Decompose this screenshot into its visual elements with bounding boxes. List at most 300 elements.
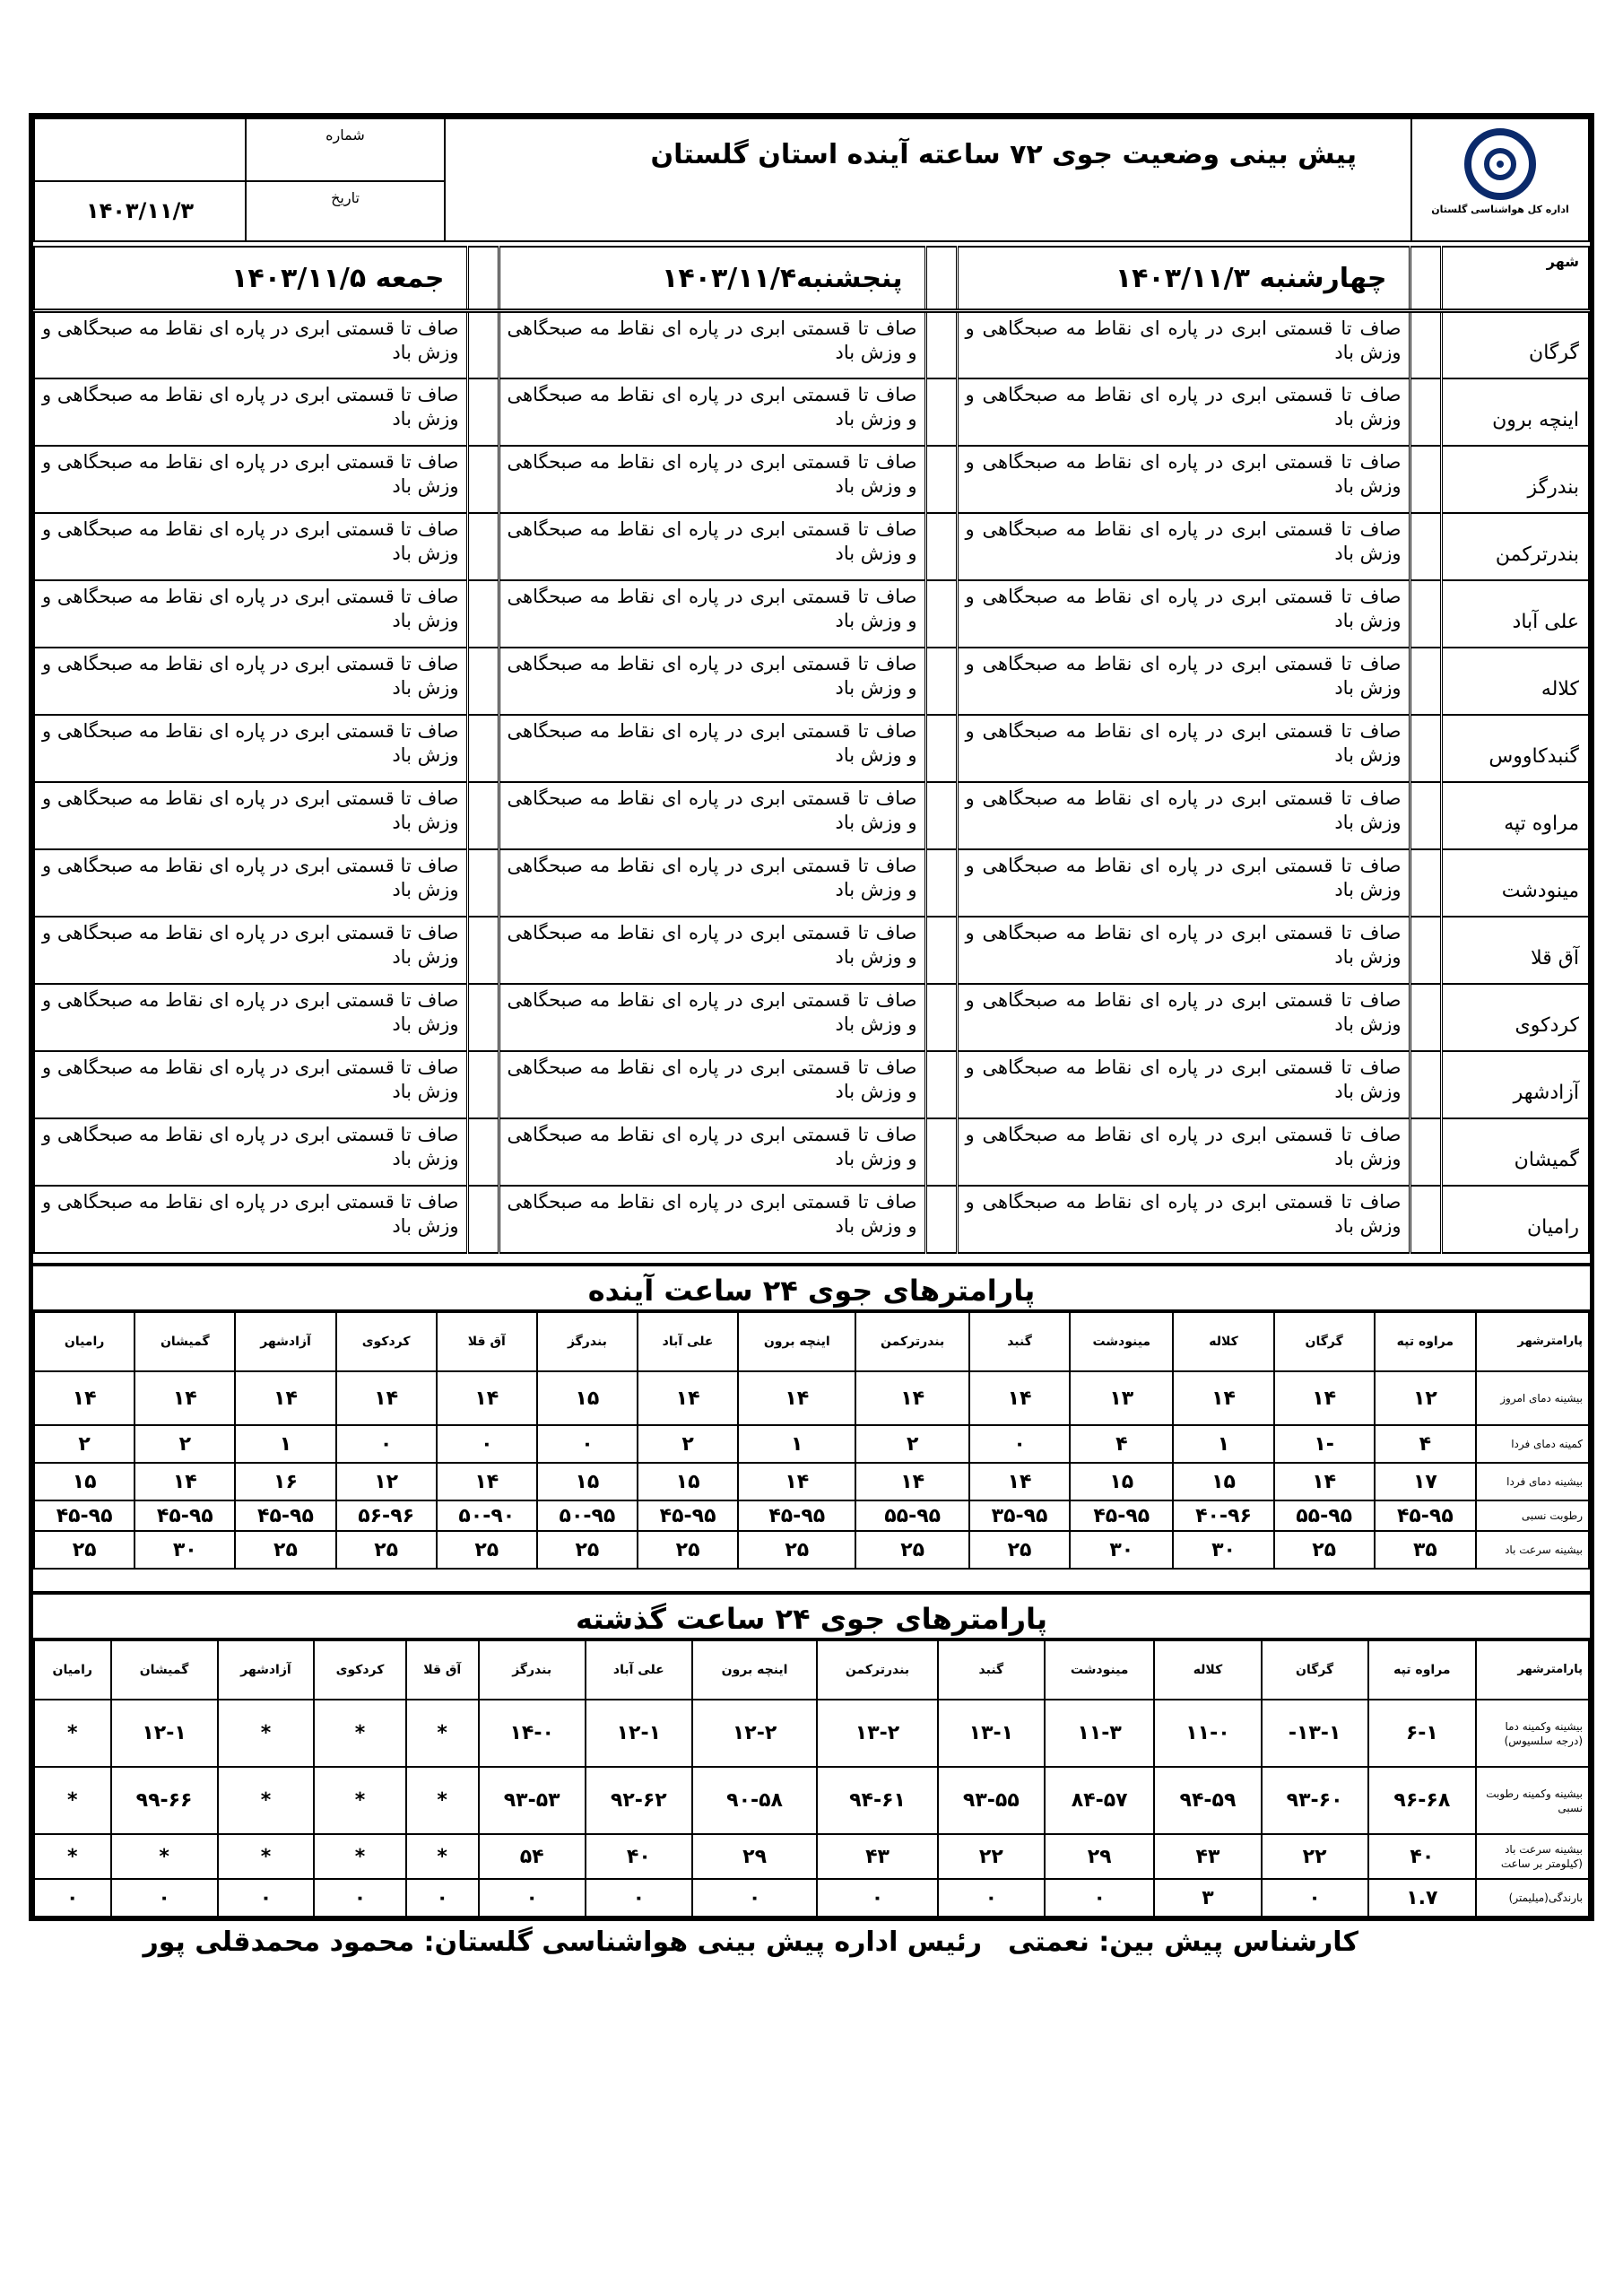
param-value: ۰ xyxy=(336,1425,437,1463)
param-city-header: کلاله xyxy=(1173,1312,1273,1371)
param-value: ۰ xyxy=(817,1879,938,1917)
title-cell xyxy=(445,118,1411,241)
forecast-day3-cell: صاف تا قسمتی ابری در پاره ای نقاط مه صبحگاهی و وزش باد xyxy=(34,513,467,580)
param-label: بیشینه وکمینه دما (درجه سلسیوس) xyxy=(1476,1700,1589,1767)
column-divider xyxy=(925,849,957,917)
forecast-day1-cell: صاف تا قسمتی ابری در پاره ای نقاط مه صبحگاهی و وزش باد xyxy=(957,580,1410,648)
forecast-day3-cell: صاف تا قسمتی ابری در پاره ای نقاط مه صبحگاهی و وزش باد xyxy=(34,917,467,984)
param-value: ۱۴ xyxy=(437,1371,537,1425)
forecast-rows xyxy=(34,311,1589,1253)
city-name: گنبدکاووس xyxy=(1441,715,1589,782)
column-divider xyxy=(467,849,499,917)
forecast-row xyxy=(34,917,1589,984)
param-label: بارندگی(میلیمتر) xyxy=(1476,1879,1589,1917)
param-value: ۱۴ xyxy=(738,1371,855,1425)
forecast-day3-cell: صاف تا قسمتی ابری در پاره ای نقاط مه صبحگاهی و وزش باد xyxy=(34,715,467,782)
meteorological-logo-icon xyxy=(1464,128,1536,200)
param-row xyxy=(34,1531,1589,1569)
org-name: اداره کل هواشناسی گلستان xyxy=(1431,204,1569,215)
day-header-3: جمعه ۱۴۰۳/۱۱/۵ xyxy=(34,247,467,311)
forecast-row xyxy=(34,378,1589,446)
param-value: ۴ xyxy=(1070,1425,1173,1463)
param-value: ۱۵ xyxy=(1173,1463,1273,1500)
param-value: ۲۵ xyxy=(537,1531,638,1569)
param-row xyxy=(34,1767,1589,1834)
param-city-header: رامیان xyxy=(34,1640,111,1700)
param-value: ۳۰ xyxy=(1070,1531,1173,1569)
date-label-cell xyxy=(246,181,445,241)
param-value: ۳۵ xyxy=(1375,1531,1476,1569)
column-divider xyxy=(467,513,499,580)
param-value: ۸۴-۵۷ xyxy=(1045,1767,1154,1834)
city-name: آزادشهر xyxy=(1441,1051,1589,1118)
param-value: ۱۴ xyxy=(855,1463,969,1500)
column-divider xyxy=(925,917,957,984)
param-label: بیشینه وکمینه رطوبت نسبی xyxy=(1476,1767,1589,1834)
param-value: ۲۵ xyxy=(638,1531,738,1569)
forecast-day3-cell: صاف تا قسمتی ابری در پاره ای نقاط مه صبحگاهی و وزش باد xyxy=(34,446,467,513)
column-divider xyxy=(925,513,957,580)
header-table xyxy=(33,117,1590,242)
param-value: * xyxy=(34,1834,111,1879)
param-value: ۰ xyxy=(1045,1879,1154,1917)
column-divider xyxy=(467,446,499,513)
param-city-header: گمیشان xyxy=(135,1312,235,1371)
param-value: -۱ xyxy=(1274,1425,1375,1463)
forecast-row xyxy=(34,715,1589,782)
param-value: ۹۴-۶۱ xyxy=(817,1767,938,1834)
param-city-header: بندرترکمن xyxy=(817,1640,938,1700)
param-value: ۴۰ xyxy=(1368,1834,1476,1879)
city-name: کلاله xyxy=(1441,648,1589,715)
param-city-header: آزادشهر xyxy=(218,1640,315,1700)
city-name: بندرترکمن xyxy=(1441,513,1589,580)
column-divider xyxy=(467,984,499,1051)
param-corner-header: پارامترشهر xyxy=(1476,1312,1589,1371)
forecast-row xyxy=(34,580,1589,648)
column-divider xyxy=(1410,446,1441,513)
param-value: ۱۴ xyxy=(135,1463,235,1500)
column-divider xyxy=(925,715,957,782)
forecast-day2-cell: صاف تا قسمتی ابری در پاره ای نقاط مه صبحگاهی و وزش باد xyxy=(499,446,925,513)
column-divider xyxy=(925,311,957,378)
param-city-header: کردکوی xyxy=(336,1312,437,1371)
forecast-day1-cell: صاف تا قسمتی ابری در پاره ای نقاط مه صبحگاهی و وزش باد xyxy=(957,648,1410,715)
param-value: * xyxy=(406,1700,479,1767)
param-value: ۱۷ xyxy=(1375,1463,1476,1500)
param-value: ۱۴ xyxy=(437,1463,537,1500)
column-divider xyxy=(1410,715,1441,782)
param-city-header: علی آباد xyxy=(638,1312,738,1371)
param-city-header: گنبد xyxy=(938,1640,1045,1700)
param-row xyxy=(34,1879,1589,1917)
day-header-1: چهارشنبه ۱۴۰۳/۱۱/۳ xyxy=(957,247,1410,311)
param-value: ۱۶ xyxy=(235,1463,335,1500)
column-divider xyxy=(467,917,499,984)
forecast-day3-cell: صاف تا قسمتی ابری در پاره ای نقاط مه صبحگاهی و وزش باد xyxy=(34,849,467,917)
forecast-row xyxy=(34,984,1589,1051)
date-label: تاریخ xyxy=(331,188,360,206)
param-value: ۴۵-۹۵ xyxy=(638,1500,738,1531)
column-divider xyxy=(925,580,957,648)
param-value: ۵۰-۹۵ xyxy=(537,1500,638,1531)
forecast-day2-cell: صاف تا قسمتی ابری در پاره ای نقاط مه صبحگاهی و وزش باد xyxy=(499,984,925,1051)
param-value: * xyxy=(111,1834,218,1879)
param-value: ۵۶-۹۶ xyxy=(336,1500,437,1531)
forecast-row xyxy=(34,648,1589,715)
past24-table xyxy=(33,1639,1590,1918)
param-value: ۱ xyxy=(1173,1425,1273,1463)
city-name: مینودشت xyxy=(1441,849,1589,917)
param-row xyxy=(34,1371,1589,1425)
param-row xyxy=(34,1834,1589,1879)
param-value: ۱۲ xyxy=(336,1463,437,1500)
param-city-header: مراوه تپه xyxy=(1368,1640,1476,1700)
param-value: ۱۴ xyxy=(1274,1371,1375,1425)
param-value: ۲ xyxy=(34,1425,135,1463)
param-value: * xyxy=(218,1767,315,1834)
param-value: ۴۵-۹۵ xyxy=(135,1500,235,1531)
forecast-sheet xyxy=(29,113,1594,1921)
column-divider xyxy=(1410,580,1441,648)
param-value: ۳۰ xyxy=(1173,1531,1273,1569)
param-label: بیشینه دمای امروز xyxy=(1476,1371,1589,1425)
param-value: ۱.۷ xyxy=(1368,1879,1476,1917)
column-divider xyxy=(467,1051,499,1118)
forecaster-name: کارشناس پیش بین: نعمتی xyxy=(1007,1926,1358,1958)
column-divider xyxy=(467,1186,499,1253)
param-value: ۰ xyxy=(969,1425,1070,1463)
param-value: ۱۴ xyxy=(738,1463,855,1500)
city-name: گرگان xyxy=(1441,311,1589,378)
forecast-day2-cell: صاف تا قسمتی ابری در پاره ای نقاط مه صبحگاهی و وزش باد xyxy=(499,917,925,984)
param-row xyxy=(34,1700,1589,1767)
param-value: ۰ xyxy=(218,1879,315,1917)
param-value: ۴۳ xyxy=(1154,1834,1261,1879)
forecast-row xyxy=(34,782,1589,849)
column-divider xyxy=(1410,984,1441,1051)
city-name: رامیان xyxy=(1441,1186,1589,1253)
param-value: ۵۵-۹۵ xyxy=(855,1500,969,1531)
forecast-day2-cell: صاف تا قسمتی ابری در پاره ای نقاط مه صبحگاهی و وزش باد xyxy=(499,849,925,917)
param-corner-header: پارامترشهر xyxy=(1476,1640,1589,1700)
param-value: ۴۰ xyxy=(586,1834,692,1879)
param-value: ۲۵ xyxy=(235,1531,335,1569)
forecast-day2-cell: صاف تا قسمتی ابری در پاره ای نقاط مه صبحگاهی و وزش باد xyxy=(499,1186,925,1253)
forecast-day1-cell: صاف تا قسمتی ابری در پاره ای نقاط مه صبحگاهی و وزش باد xyxy=(957,311,1410,378)
param-city-header: اینچه برون xyxy=(738,1312,855,1371)
param-value: ۵۵-۹۵ xyxy=(1274,1500,1375,1531)
param-label: بیشینه سرعت باد xyxy=(1476,1531,1589,1569)
forecast-day2-cell: صاف تا قسمتی ابری در پاره ای نقاط مه صبحگاهی و وزش باد xyxy=(499,1118,925,1186)
param-value: ۱۴ xyxy=(969,1371,1070,1425)
param-row xyxy=(34,1463,1589,1500)
param-value: ۰ xyxy=(406,1879,479,1917)
param-city-header: علی آباد xyxy=(586,1640,692,1700)
forecast-day1-cell: صاف تا قسمتی ابری در پاره ای نقاط مه صبحگاهی و وزش باد xyxy=(957,782,1410,849)
param-value: * xyxy=(34,1767,111,1834)
param-value: ۹۳-۶۰ xyxy=(1262,1767,1368,1834)
param-value: ۲۵ xyxy=(437,1531,537,1569)
param-city-header: آق قلا xyxy=(437,1312,537,1371)
forecast-day3-cell: صاف تا قسمتی ابری در پاره ای نقاط مه صبحگاهی و وزش باد xyxy=(34,1118,467,1186)
param-value: ۱۴ xyxy=(1274,1463,1375,1500)
param-value: * xyxy=(218,1700,315,1767)
param-value: ۵۰-۹۰ xyxy=(437,1500,537,1531)
param-value: ۲ xyxy=(135,1425,235,1463)
column-divider xyxy=(1410,1118,1441,1186)
param-value: * xyxy=(314,1834,406,1879)
param-value: ۴۵-۹۵ xyxy=(34,1500,135,1531)
param-value: ۲۲ xyxy=(1262,1834,1368,1879)
forecast-day3-cell: صاف تا قسمتی ابری در پاره ای نقاط مه صبحگاهی و وزش باد xyxy=(34,782,467,849)
forecast-day2-cell: صاف تا قسمتی ابری در پاره ای نقاط مه صبحگاهی و وزش باد xyxy=(499,1051,925,1118)
param-value: ۹۶-۶۸ xyxy=(1368,1767,1476,1834)
forecast-day3-cell: صاف تا قسمتی ابری در پاره ای نقاط مه صبحگاهی و وزش باد xyxy=(34,1051,467,1118)
param-header-row xyxy=(34,1640,1589,1700)
param-value: ۵۴ xyxy=(479,1834,586,1879)
param-value: ۱۴ xyxy=(969,1463,1070,1500)
param-label: کمینه دمای فردا xyxy=(1476,1425,1589,1463)
param-value: ۱۵ xyxy=(638,1463,738,1500)
param-value: ۱۵ xyxy=(34,1463,135,1500)
logo-cell xyxy=(1411,118,1589,241)
param-value: ۱ xyxy=(235,1425,335,1463)
param-city-header: مراوه تپه xyxy=(1375,1312,1476,1371)
forecast-day3-cell: صاف تا قسمتی ابری در پاره ای نقاط مه صبحگاهی و وزش باد xyxy=(34,1186,467,1253)
number-value-cell xyxy=(34,118,246,181)
param-header-row xyxy=(34,1312,1589,1371)
param-value: ۹۲-۶۲ xyxy=(586,1767,692,1834)
number-label: شماره xyxy=(325,126,365,144)
forecast-day1-cell: صاف تا قسمتی ابری در پاره ای نقاط مه صبحگاهی و وزش باد xyxy=(957,715,1410,782)
param-value: ۱۳ xyxy=(1070,1371,1173,1425)
column-divider xyxy=(925,378,957,446)
forecast-day2-cell: صاف تا قسمتی ابری در پاره ای نقاط مه صبحگاهی و وزش باد xyxy=(499,648,925,715)
param-city-header: آزادشهر xyxy=(235,1312,335,1371)
param-city-header: اینچه برون xyxy=(692,1640,817,1700)
column-divider xyxy=(1410,648,1441,715)
column-divider xyxy=(925,782,957,849)
param-value: ۰ xyxy=(537,1425,638,1463)
forecast-day1-cell: صاف تا قسمتی ابری در پاره ای نقاط مه صبحگاهی و وزش باد xyxy=(957,1118,1410,1186)
column-divider xyxy=(1410,311,1441,378)
param-value: ۴۵-۹۵ xyxy=(1375,1500,1476,1531)
column-divider xyxy=(467,648,499,715)
param-label: بیشینه سرعت باد (کیلومتر بر ساعت xyxy=(1476,1834,1589,1879)
param-value: ۱۴ xyxy=(855,1371,969,1425)
param-value: ۲ xyxy=(855,1425,969,1463)
param-city-header: بندرترکمن xyxy=(855,1312,969,1371)
param-value: ۱۵ xyxy=(1070,1463,1173,1500)
forecast-day2-cell: صاف تا قسمتی ابری در پاره ای نقاط مه صبحگاهی و وزش باد xyxy=(499,715,925,782)
param-value: ۰ xyxy=(437,1425,537,1463)
forecast-day1-cell: صاف تا قسمتی ابری در پاره ای نقاط مه صبحگاهی و وزش باد xyxy=(957,984,1410,1051)
forecast-day1-cell: صاف تا قسمتی ابری در پاره ای نقاط مه صبحگاهی و وزش باد xyxy=(957,849,1410,917)
past24-title: پارامترهای جوی ۲۴ ساعت گذشته xyxy=(33,1591,1590,1639)
param-value: ۱۴-۰ xyxy=(479,1700,586,1767)
param-value: ۰ xyxy=(692,1879,817,1917)
param-city-header: کلاله xyxy=(1154,1640,1261,1700)
forecast-day1-cell: صاف تا قسمتی ابری در پاره ای نقاط مه صبحگاهی و وزش باد xyxy=(957,446,1410,513)
forecast-row xyxy=(34,513,1589,580)
param-value: ۰ xyxy=(314,1879,406,1917)
param-value: ۲ xyxy=(638,1425,738,1463)
forecast-row xyxy=(34,1051,1589,1118)
forecast-day1-cell: صاف تا قسمتی ابری در پاره ای نقاط مه صبحگاهی و وزش باد xyxy=(957,917,1410,984)
forecast-day2-cell: صاف تا قسمتی ابری در پاره ای نقاط مه صبحگاهی و وزش باد xyxy=(499,782,925,849)
param-value: ۱۳-۲ xyxy=(817,1700,938,1767)
column-divider xyxy=(925,1186,957,1253)
param-value: ۱۵ xyxy=(537,1371,638,1425)
param-value: ۰ xyxy=(479,1879,586,1917)
column-divider xyxy=(925,984,957,1051)
param-value: ۱ xyxy=(738,1425,855,1463)
param-value: ۲۲ xyxy=(938,1834,1045,1879)
param-value: ۴۵-۹۵ xyxy=(235,1500,335,1531)
param-city-header: گمیشان xyxy=(111,1640,218,1700)
param-value: * xyxy=(34,1700,111,1767)
column-divider xyxy=(925,446,957,513)
param-value: ۳۰ xyxy=(135,1531,235,1569)
city-name: اینچه برون xyxy=(1441,378,1589,446)
param-value: ۱۳-۱- xyxy=(1262,1700,1368,1767)
param-label: بیشینه دمای فردا xyxy=(1476,1463,1589,1500)
param-city-header: گرگان xyxy=(1274,1312,1375,1371)
param-value: ۱۲-۱ xyxy=(586,1700,692,1767)
param-value: ۱۴ xyxy=(235,1371,335,1425)
column-divider xyxy=(925,648,957,715)
param-value: ۱۵ xyxy=(537,1463,638,1500)
param-value: ۴۵-۹۵ xyxy=(738,1500,855,1531)
head-of-forecast-name: رئیس اداره پیش بینی هواشناسی گلستان: محمود محمدقلی پور xyxy=(143,1926,982,1958)
city-name: علی آباد xyxy=(1441,580,1589,648)
param-value: ۳ xyxy=(1154,1879,1261,1917)
param-value: ۰ xyxy=(938,1879,1045,1917)
forecast-day1-cell: صاف تا قسمتی ابری در پاره ای نقاط مه صبحگاهی و وزش باد xyxy=(957,513,1410,580)
param-value: ۱۴ xyxy=(638,1371,738,1425)
column-divider xyxy=(1410,1186,1441,1253)
param-value: ۴۳ xyxy=(817,1834,938,1879)
param-value: ۱۲-۲ xyxy=(692,1700,817,1767)
forecast-day3-cell: صاف تا قسمتی ابری در پاره ای نقاط مه صبحگاهی و وزش باد xyxy=(34,580,467,648)
column-divider xyxy=(467,311,499,378)
param-value: * xyxy=(406,1834,479,1879)
column-divider xyxy=(925,1118,957,1186)
number-label-cell xyxy=(246,118,445,181)
param-value: ۲۵ xyxy=(34,1531,135,1569)
column-divider xyxy=(467,782,499,849)
param-value: ۱۴ xyxy=(135,1371,235,1425)
param-value: ۱۴ xyxy=(1173,1371,1273,1425)
next24-title: پارامترهای جوی ۲۴ ساعت آینده xyxy=(33,1263,1590,1311)
param-value: ۱۱-۰ xyxy=(1154,1700,1261,1767)
column-divider xyxy=(1410,849,1441,917)
param-value: * xyxy=(406,1767,479,1834)
param-city-header: آق قلا xyxy=(406,1640,479,1700)
column-divider xyxy=(925,1051,957,1118)
forecast-day2-cell: صاف تا قسمتی ابری در پاره ای نقاط مه صبحگاهی و وزش باد xyxy=(499,378,925,446)
city-column-header: شهر xyxy=(1441,247,1589,311)
next24-table xyxy=(33,1311,1590,1570)
param-value: ۲۵ xyxy=(336,1531,437,1569)
column-divider xyxy=(467,715,499,782)
param-value: ۱۴ xyxy=(336,1371,437,1425)
forecast-row xyxy=(34,849,1589,917)
city-name: آق قلا xyxy=(1441,917,1589,984)
param-value: ۲۹ xyxy=(1045,1834,1154,1879)
param-value: ۳۵-۹۵ xyxy=(969,1500,1070,1531)
forecast-day1-cell: صاف تا قسمتی ابری در پاره ای نقاط مه صبحگاهی و وزش باد xyxy=(957,1051,1410,1118)
param-value: ۲۵ xyxy=(1274,1531,1375,1569)
param-value: ۹۰-۵۸ xyxy=(692,1767,817,1834)
column-divider xyxy=(1410,1051,1441,1118)
day-header-2: پنجشنبه۱۴۰۳/۱۱/۴ xyxy=(499,247,925,311)
param-city-header: گرگان xyxy=(1262,1640,1368,1700)
param-label: رطوبت نسبی xyxy=(1476,1500,1589,1531)
forecast-day2-cell: صاف تا قسمتی ابری در پاره ای نقاط مه صبحگاهی و وزش باد xyxy=(499,513,925,580)
param-value: ۲۹ xyxy=(692,1834,817,1879)
page-title: پیش بینی وضعیت جوی ۷۲ ساعته آینده استان گلستان xyxy=(650,139,1357,170)
param-value: ۴۰-۹۶ xyxy=(1173,1500,1273,1531)
param-row xyxy=(34,1425,1589,1463)
forecast-row xyxy=(34,446,1589,513)
date-value: ۱۴۰۳/۱۱/۳ xyxy=(85,198,195,224)
forecast-day1-cell: صاف تا قسمتی ابری در پاره ای نقاط مه صبحگاهی و وزش باد xyxy=(957,1186,1410,1253)
param-value: ۹۳-۵۳ xyxy=(479,1767,586,1834)
param-city-header: مینودشت xyxy=(1070,1312,1173,1371)
param-value: * xyxy=(314,1767,406,1834)
forecast-day3-cell: صاف تا قسمتی ابری در پاره ای نقاط مه صبحگاهی و وزش باد xyxy=(34,378,467,446)
forecast-row xyxy=(34,1118,1589,1186)
forecast-day1-cell: صاف تا قسمتی ابری در پاره ای نقاط مه صبحگاهی و وزش باد xyxy=(957,378,1410,446)
param-city-header: بندرگز xyxy=(479,1640,586,1700)
forecast-day2-cell: صاف تا قسمتی ابری در پاره ای نقاط مه صبحگاهی و وزش باد xyxy=(499,580,925,648)
city-name: کردکوی xyxy=(1441,984,1589,1051)
forecast-row xyxy=(34,311,1589,378)
param-value: ۱۱-۳ xyxy=(1045,1700,1154,1767)
param-value: ۲۵ xyxy=(855,1531,969,1569)
forecast-day3-cell: صاف تا قسمتی ابری در پاره ای نقاط مه صبحگاهی و وزش باد xyxy=(34,984,467,1051)
column-divider xyxy=(1410,378,1441,446)
column-divider xyxy=(1410,782,1441,849)
param-value: ۱۳-۱ xyxy=(938,1700,1045,1767)
param-value: ۹۴-۵۹ xyxy=(1154,1767,1261,1834)
column-divider xyxy=(467,1118,499,1186)
column-divider xyxy=(467,378,499,446)
param-city-header: کردکوی xyxy=(314,1640,406,1700)
forecast-day3-cell: صاف تا قسمتی ابری در پاره ای نقاط مه صبحگاهی و وزش باد xyxy=(34,648,467,715)
param-value: ۹۹-۶۶ xyxy=(111,1767,218,1834)
param-city-header: مینودشت xyxy=(1045,1640,1154,1700)
param-value: * xyxy=(218,1834,315,1879)
param-value: ۲۵ xyxy=(738,1531,855,1569)
forecast-day3-cell: صاف تا قسمتی ابری در پاره ای نقاط مه صبحگاهی و وزش باد xyxy=(34,311,467,378)
param-value: ۹۳-۵۵ xyxy=(938,1767,1045,1834)
param-row xyxy=(34,1500,1589,1531)
param-city-header: بندرگز xyxy=(537,1312,638,1371)
forecast-table xyxy=(33,246,1590,1254)
param-value: ۱۴ xyxy=(34,1371,135,1425)
param-city-header: گنبد xyxy=(969,1312,1070,1371)
param-value: ۰ xyxy=(1262,1879,1368,1917)
column-divider xyxy=(467,580,499,648)
param-value: ۶-۱ xyxy=(1368,1700,1476,1767)
param-value: ۴۵-۹۵ xyxy=(1070,1500,1173,1531)
param-value: ۰ xyxy=(111,1879,218,1917)
param-value: ۱۲ xyxy=(1375,1371,1476,1425)
column-divider xyxy=(1410,513,1441,580)
